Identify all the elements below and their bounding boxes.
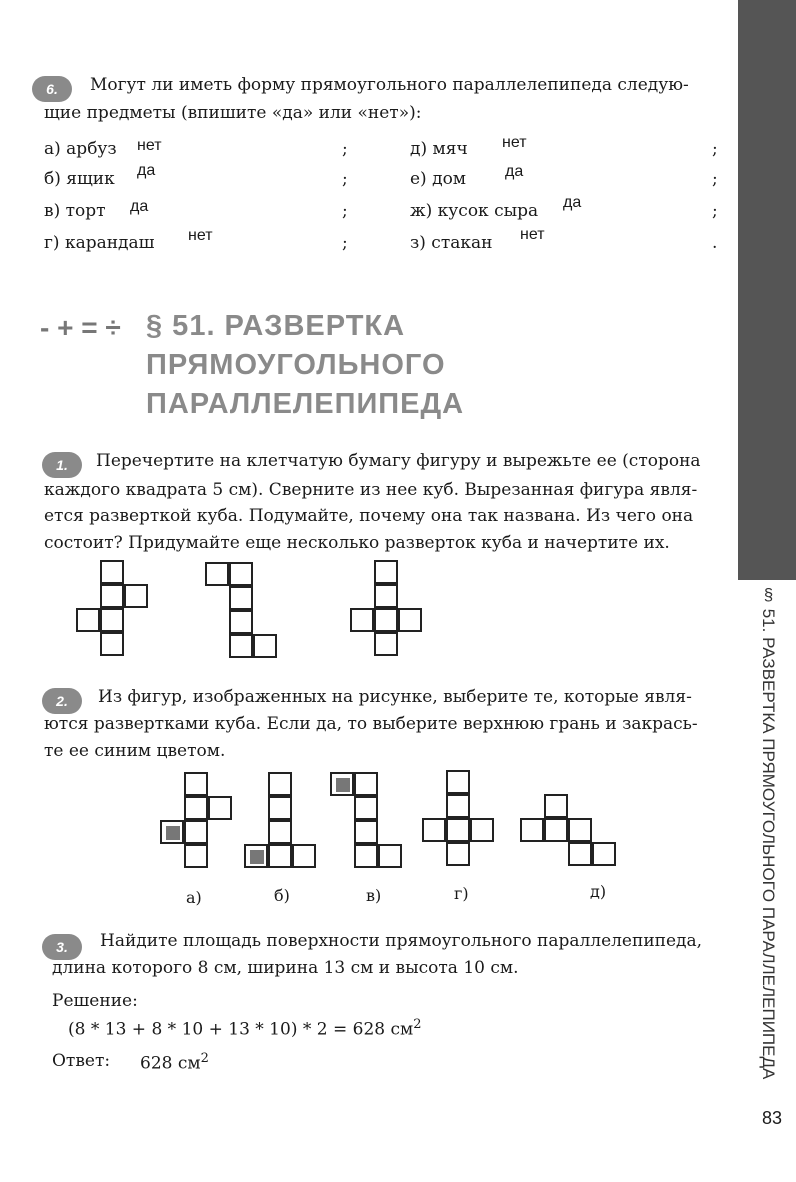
item-end: ; [712, 139, 718, 159]
net-square [100, 608, 124, 632]
net-square [100, 632, 124, 656]
net-square[interactable] [446, 818, 470, 842]
shaded-face [166, 826, 180, 840]
net-square[interactable] [354, 772, 378, 796]
item-answer[interactable]: нет [137, 137, 162, 154]
net-square[interactable] [520, 818, 544, 842]
figure-label: а) [186, 888, 202, 907]
section-title-line1: § 51. РАЗВЕРТКА [146, 310, 406, 342]
item-end: ; [712, 169, 718, 189]
net-square[interactable] [422, 818, 446, 842]
net-square[interactable] [568, 818, 592, 842]
item-label: а) арбуз [44, 139, 117, 159]
figure-label: в) [366, 886, 382, 905]
solution-expression: (8 * 13 + 8 * 10 + 13 * 10) * 2 = 628 см [68, 1019, 414, 1040]
net-square[interactable] [184, 772, 208, 796]
shaded-face [250, 850, 264, 864]
exercise-2-line: те ее синим цветом. [44, 741, 226, 761]
net-square[interactable] [470, 818, 494, 842]
net-square [76, 608, 100, 632]
exercise-3-line: Найдите площадь поверхности прямоугольного параллелепипеда, [100, 931, 703, 951]
figure-label: б) [274, 886, 290, 905]
exercise-1-line: состоит? Придумайте еще несколько разверток куба и начертите их. [44, 533, 670, 553]
answer-sup: 2 [200, 1051, 209, 1066]
net-square[interactable] [354, 796, 378, 820]
item-end: . [712, 233, 718, 253]
item-answer[interactable]: да [563, 194, 582, 211]
net-square [253, 634, 277, 658]
net-square[interactable] [268, 772, 292, 796]
net-square[interactable] [268, 796, 292, 820]
exercise-6-question-line2: щие предметы (впишите «да» или «нет»): [44, 103, 422, 123]
net-square[interactable] [568, 842, 592, 866]
shaded-face [336, 778, 350, 792]
net-square[interactable] [446, 794, 470, 818]
net-square [229, 562, 253, 586]
section-title-line2: ПРЯМОУГОЛЬНОГО [146, 349, 446, 381]
net-square[interactable] [160, 820, 184, 844]
net-square[interactable] [378, 844, 402, 868]
item-answer[interactable]: да [137, 162, 156, 179]
net-square[interactable] [268, 820, 292, 844]
solution-label: Решение: [52, 991, 138, 1011]
net-square[interactable] [184, 820, 208, 844]
figure-label: г) [454, 884, 469, 903]
net-square [229, 610, 253, 634]
item-end: ; [342, 139, 348, 159]
item-answer[interactable]: нет [502, 134, 527, 151]
net-square [374, 584, 398, 608]
page-number: 83 [762, 1108, 783, 1128]
section-title-line3: ПАРАЛЛЕЛЕПИПЕДА [146, 388, 465, 420]
net-square[interactable] [292, 844, 316, 868]
net-square[interactable] [446, 842, 470, 866]
item-label: е) дом [410, 169, 467, 189]
exercise-1-line: ется разверткой куба. Подумайте, почему она так названа. Из чего она [44, 506, 694, 526]
net-square[interactable] [544, 794, 568, 818]
exercise-1-badge: 1. [42, 452, 82, 478]
exercise-1-line: каждого квадрата 5 см). Сверните из нее куб. Вырезанная фигура явля- [44, 480, 698, 500]
net-square[interactable] [544, 818, 568, 842]
exercise-2-line: Из фигур, изображенных на рисунке, выберите те, которые явля- [98, 687, 692, 707]
exercise-6-badge: 6. [32, 76, 72, 102]
item-end: ; [342, 169, 348, 189]
side-vertical-title-text: § 51. РАЗВЕРТКА ПРЯМОУГОЛЬНОГО ПАРАЛЛЕЛЕПИПЕДА [759, 585, 778, 1080]
item-end: ; [342, 233, 348, 253]
item-answer[interactable]: нет [188, 227, 213, 244]
figure-label: д) [590, 882, 607, 901]
net-square[interactable] [268, 844, 292, 868]
item-label: з) стакан [410, 233, 493, 253]
item-label: д) мяч [410, 139, 468, 159]
answer-value: 628 см [140, 1053, 201, 1074]
item-answer[interactable]: да [130, 198, 149, 215]
net-square[interactable] [354, 820, 378, 844]
net-square [398, 608, 422, 632]
item-end: ; [342, 201, 348, 221]
net-square[interactable] [208, 796, 232, 820]
item-label: б) ящик [44, 169, 115, 189]
exercise-1-line: Перечертите на клетчатую бумагу фигуру и вырежьте ее (сторона [96, 451, 701, 471]
exercise-3-line: длина которого 8 см, ширина 13 см и высота 10 см. [52, 958, 519, 978]
solution-sup: 2 [413, 1017, 422, 1032]
net-square [205, 562, 229, 586]
exercise-6-question-line1: Могут ли иметь форму прямоугольного параллелепипеда следую- [90, 75, 689, 95]
exercise-2-badge: 2. [42, 688, 82, 714]
net-square[interactable] [446, 770, 470, 794]
net-square [229, 634, 253, 658]
math-symbols-icon: - + = ÷ [40, 312, 121, 343]
net-square [100, 584, 124, 608]
item-label: г) карандаш [44, 233, 155, 253]
side-vertical-title [759, 585, 790, 1080]
side-tab-band [738, 0, 796, 580]
net-square[interactable] [184, 844, 208, 868]
net-square[interactable] [184, 796, 208, 820]
item-answer[interactable]: нет [520, 226, 545, 243]
net-square [350, 608, 374, 632]
answer-label: Ответ: [52, 1051, 111, 1071]
item-end: ; [712, 201, 718, 221]
net-square[interactable] [354, 844, 378, 868]
net-square [374, 632, 398, 656]
net-square [100, 560, 124, 584]
item-answer[interactable]: да [505, 163, 524, 180]
solution-text[interactable] [68, 1012, 422, 1043]
net-square [374, 560, 398, 584]
net-square[interactable] [330, 772, 354, 796]
item-label: ж) кусок сыра [410, 201, 539, 221]
net-square [374, 608, 398, 632]
net-square [124, 584, 148, 608]
exercise-3-badge: 3. [42, 934, 82, 960]
exercise-2-line: ются развертками куба. Если да, то выберите верхнюю грань и закрась- [44, 714, 698, 734]
net-square[interactable] [592, 842, 616, 866]
answer-text[interactable] [140, 1046, 209, 1077]
item-label: в) торт [44, 201, 106, 221]
net-square [229, 586, 253, 610]
net-square[interactable] [244, 844, 268, 868]
